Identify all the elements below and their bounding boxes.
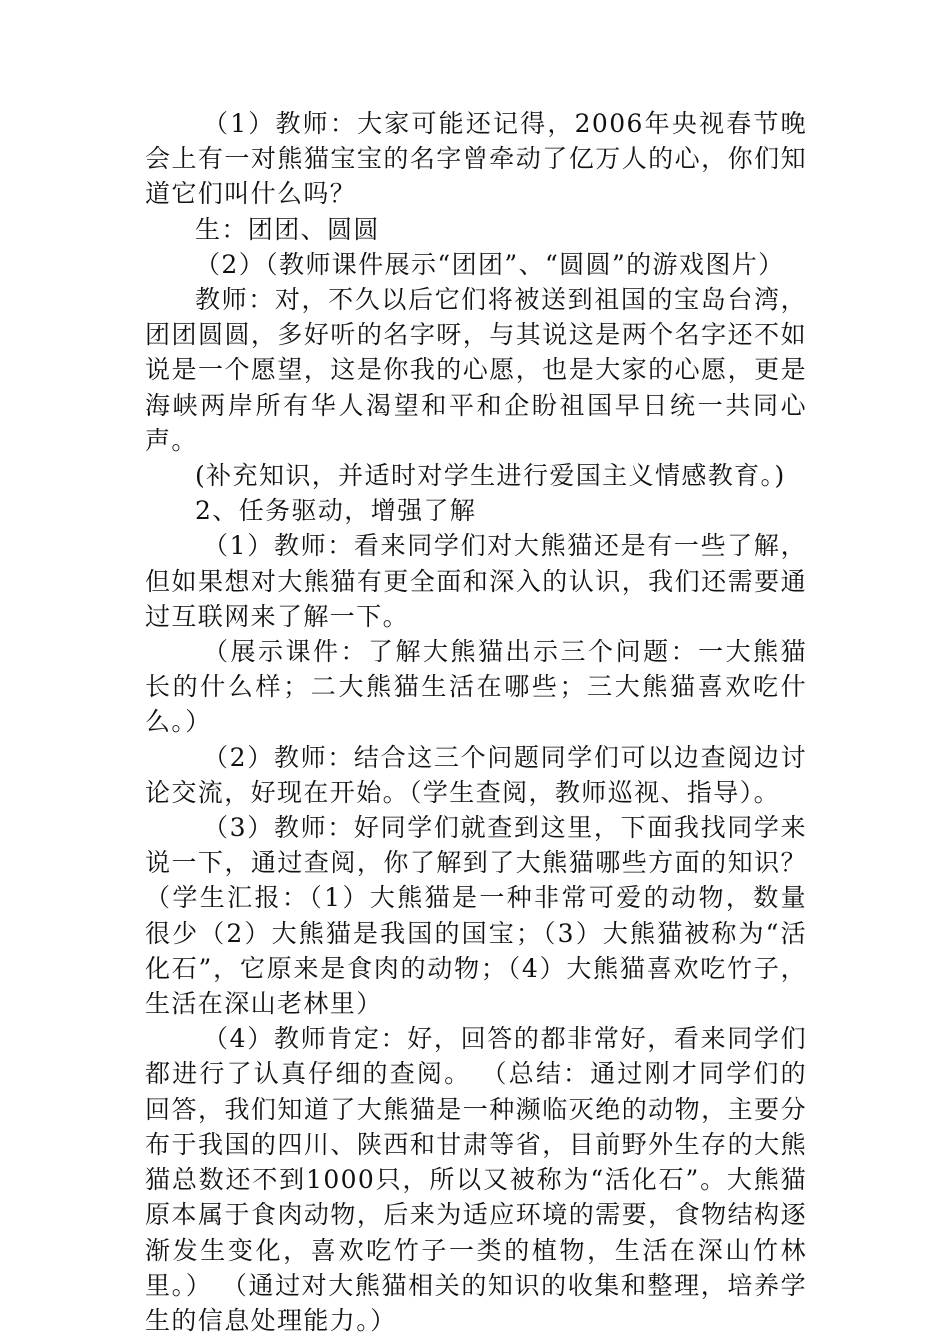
paragraph-teacher-question-panda-names: （1）教师：大家可能还记得，2006年央视春节晚会上有一对熊猫宝宝的名字曾牵动了亿万人的心，你们知道它们叫什么吗？	[145, 109, 807, 209]
paragraph-teacher-internet: （1）教师：看来同学们对大熊猫还是有一些了解，但如果想对大熊猫有更全面和深入的认识，我们还需要通过互联网来了解一下。	[145, 531, 807, 631]
section-heading-task-driven: 2、任务驱动，增强了解	[195, 496, 477, 526]
paragraph-courseware-display: （2）（教师课件展示“团团”、“圆圆”的游戏图片）	[195, 249, 785, 279]
document-page	[145, 106, 807, 1338]
paragraph-teacher-taiwan: 教师：对，不久以后它们将被送到祖国的宝岛台湾，团团圆圆，多好听的名字呀，与其说这是两个名字还不如说是一个愿望，这是你我的心愿，也是大家的心愿，更是海峡两岸所有华人渴望和平和企盼祖国早日统一共同心声。	[145, 285, 807, 455]
paragraph-student-answer: 生：团团、圆圆	[195, 214, 380, 244]
paragraph-discussion: （2）教师：结合这三个问题同学们可以边查阅边讨论交流，好现在开始。（学生查阅，教师巡视、指导）。	[145, 742, 807, 807]
paragraph-student-report: （3）教师：好同学们就查到这里，下面我找同学来说一下，通过查阅，你了解到了大熊猫哪些方面的知识？（学生汇报：（1）大熊猫是一种非常可爱的动物，数量很少（2）大熊猫是我国的国宝；（3）大熊猫被称为“活化石”，它原来是食肉的动物；（4）大熊猫喜欢吃竹子，生活在深山老林里）	[145, 813, 807, 1019]
paragraph-supplement-note: (补充知识，并适时对学生进行爱国主义情感教育。)	[195, 461, 786, 491]
paragraph-three-questions: （展示课件：了解大熊猫出示三个问题：一大熊猫长的什么样；二大熊猫生活在哪些；三大熊猫喜欢吃什么。）	[145, 637, 807, 737]
paragraph-summary: （4）教师肯定：好，回答的都非常好，看来同学们都进行了认真仔细的查阅。 （总结：通过刚才同学们的回答，我们知道了大熊猫是一种濒临灭绝的动物，主要分布于我国的四川、陕西和甘肃等省，目前野外生存的大熊猫总数还不到1000只，所以又被称为“活化石”。大熊猫原本属于食肉动物，后来为适应环境的需要，食物结构逐渐发生变化，喜欢吃竹子一类的植物，生活在深山竹林里。） （通过对大熊猫相关的知识的收集和整理，培养学生的信息处理能力。）	[145, 1024, 807, 1335]
